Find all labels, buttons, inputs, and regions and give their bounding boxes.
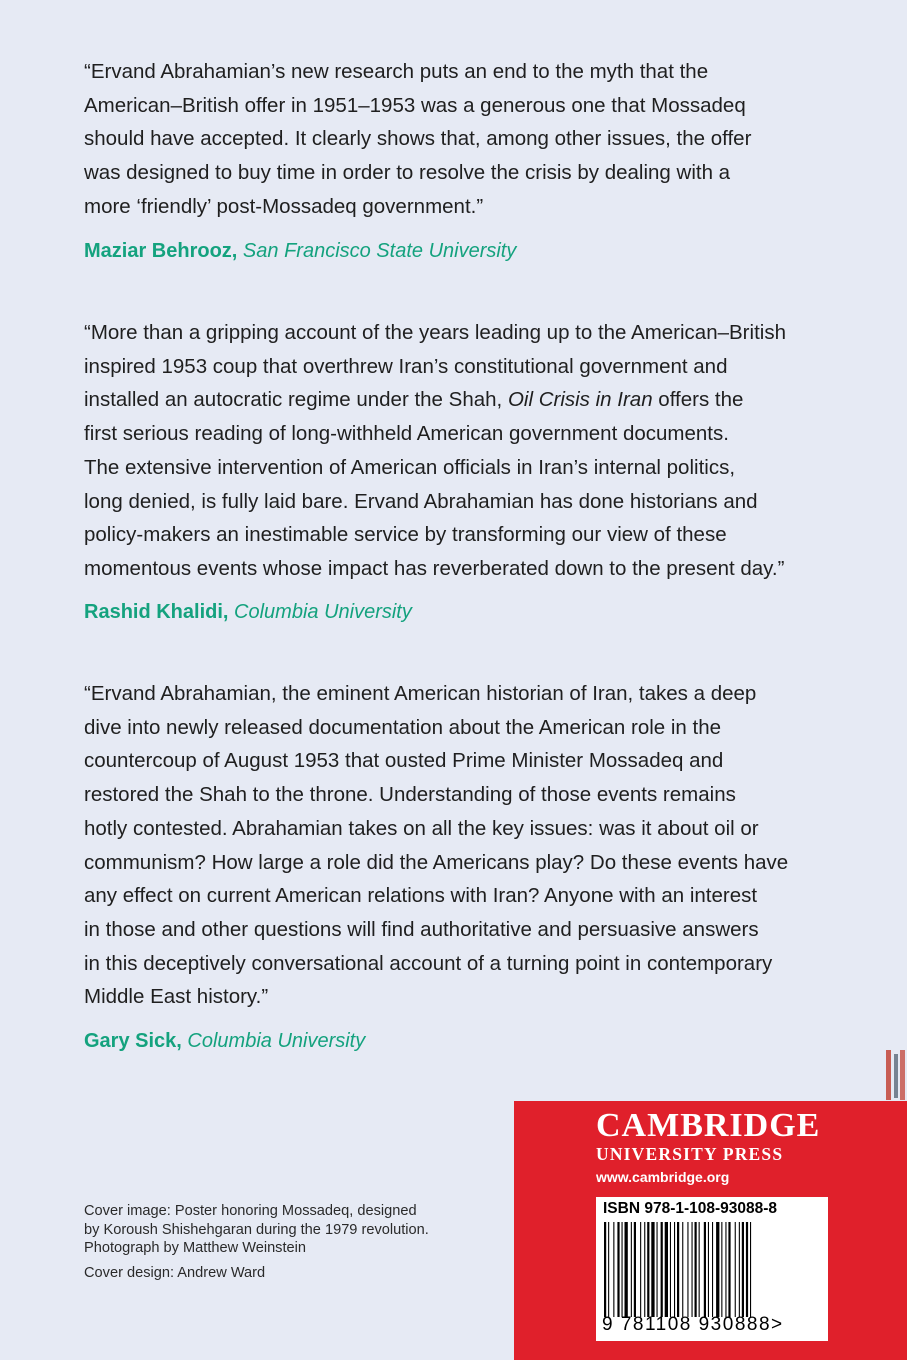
attribution-2 xyxy=(84,601,412,624)
attribution-3 xyxy=(84,1030,365,1053)
barcode-bar xyxy=(651,1222,654,1317)
quote-line: was designed to buy time in order to resolve the crisis by dealing with a xyxy=(84,161,731,185)
barcode-box xyxy=(596,1197,828,1341)
barcode-bar xyxy=(725,1222,726,1317)
barcode-bar xyxy=(661,1222,663,1317)
publisher-name: CAMBRIDGE xyxy=(596,1107,821,1144)
barcode-bar xyxy=(670,1222,671,1317)
barcode-bar xyxy=(721,1222,722,1317)
quote-3 xyxy=(84,677,844,1014)
quote-text: installed an autocratic regime under the Shah, xyxy=(84,388,508,412)
barcode-bar xyxy=(750,1222,751,1317)
barcode-bar xyxy=(622,1222,623,1317)
barcode-arrow: > xyxy=(771,1314,784,1335)
barcode-bar xyxy=(625,1222,628,1317)
quote-line: Middle East history.” xyxy=(84,985,269,1009)
barcode-bar xyxy=(695,1222,697,1317)
quote-line: long denied, is fully laid bare. Ervand Abrahamian has done historians and xyxy=(84,489,758,513)
barcode-bar xyxy=(640,1222,641,1317)
barcode-bar xyxy=(735,1222,736,1317)
quote-line: “Ervand Abrahamian’s new research puts an end to the myth that the xyxy=(84,60,709,83)
quote-line: The extensive intervention of American officials in Iran’s internal politics, xyxy=(84,455,736,479)
barcode-bar xyxy=(674,1222,675,1317)
quote-line: policy-makers an inestimable service by transforming our view of these xyxy=(84,523,727,547)
barcode-bar xyxy=(634,1222,636,1317)
barcode-bar xyxy=(692,1222,693,1317)
attribution-1 xyxy=(84,240,516,263)
attribution-author: Rashid Khalidi, xyxy=(84,601,229,623)
credit-line: Cover image: Poster honoring Mossadeq, designed xyxy=(84,1203,417,1219)
barcode-bar xyxy=(746,1222,748,1317)
barcode-bar xyxy=(617,1222,619,1317)
barcode-bar xyxy=(608,1222,609,1317)
credit-line: Photograph by Matthew Weinstein xyxy=(84,1240,307,1256)
attribution-institution: Columbia University xyxy=(234,601,412,623)
barcode-bar xyxy=(604,1222,606,1317)
quote-line: dive into newly released documentation about the American role in the xyxy=(84,715,722,739)
quote-line: hotly contested. Abrahamian takes on all the key issues: was it about oil or xyxy=(84,816,759,840)
quote-line: communism? How large a role did the Americans play? Do these events have xyxy=(84,850,789,874)
barcode-bar xyxy=(647,1222,649,1317)
quote-line: in those and other questions will find authoritative and persuasive answers xyxy=(84,917,759,941)
quote-line: more ‘friendly’ post-Mossadeq government.” xyxy=(84,194,484,218)
quote-line: “More than a gripping account of the years leading up to the American–British xyxy=(84,321,786,344)
barcode-bar xyxy=(699,1222,700,1317)
attribution-institution: Columbia University xyxy=(187,1030,366,1052)
attribution-institution: San Francisco State University xyxy=(242,240,517,262)
quote-line: American–British offer in 1951–1953 was a generous one that Mossadeq xyxy=(84,93,746,117)
quote-line: countercoup of August 1953 that ousted Prime Minister Mossadeq and xyxy=(84,749,724,773)
barcode-bar xyxy=(716,1222,719,1317)
quote-line: in this deceptively conversational account of a turning point in contemporary xyxy=(84,951,773,975)
quote-line: should have accepted. It clearly shows that, among other issues, the offer xyxy=(84,127,752,151)
barcode-bar xyxy=(687,1222,688,1317)
book-title: Oil Crisis in Iran xyxy=(507,388,653,412)
quote-1 xyxy=(84,55,844,224)
credit-line: by Koroush Shishehgaran during the 1979 revolution. xyxy=(84,1221,429,1238)
barcode-icon xyxy=(598,1222,826,1317)
barcode-bar xyxy=(657,1222,658,1317)
cover-design-credit: Cover design: Andrew Ward xyxy=(84,1264,266,1281)
attribution-author: Gary Sick, xyxy=(84,1030,182,1052)
isbn-label: ISBN 978-1-108-93088-8 xyxy=(603,1200,778,1217)
publisher-block xyxy=(514,1101,907,1360)
quote-text: offers the xyxy=(652,388,744,412)
barcode-bar xyxy=(728,1222,730,1317)
barcode-bar xyxy=(665,1222,668,1317)
quote-line: first serious reading of long-withheld American government documents. xyxy=(84,422,729,446)
attribution-author: Maziar Behrooz, xyxy=(84,240,238,262)
quote-line: any effect on current American relations with Iran? Anyone with an interest xyxy=(84,884,758,908)
quote-line: restored the Shah to the throne. Understanding of those events remains xyxy=(84,783,736,807)
quote-line xyxy=(84,383,844,417)
barcode-bar xyxy=(677,1222,679,1317)
barcode-bar xyxy=(708,1222,709,1317)
barcode-bar xyxy=(704,1222,706,1317)
barcode-number xyxy=(602,1314,784,1336)
barcode-digits: 9 781108 930888 xyxy=(602,1314,772,1335)
edge-decoration xyxy=(884,1048,907,1104)
publisher-url[interactable]: www.cambridge.org xyxy=(596,1169,730,1185)
barcode-bar xyxy=(712,1222,713,1317)
publisher-subtitle: UNIVERSITY PRESS xyxy=(596,1144,784,1164)
barcode-bar xyxy=(631,1222,632,1317)
barcode-bar xyxy=(613,1222,614,1317)
quote-2 xyxy=(84,316,844,586)
barcode-bar xyxy=(739,1222,740,1317)
cover-credits xyxy=(84,1202,429,1282)
barcode-bar xyxy=(644,1222,645,1317)
quote-line: “Ervand Abrahamian, the eminent American historian of Iran, takes a deep xyxy=(84,682,757,705)
barcode-bar xyxy=(742,1222,744,1317)
barcode-bar xyxy=(682,1222,683,1317)
quote-line: momentous events whose impact has reverberated down to the present day.” xyxy=(84,556,785,580)
quote-line: inspired 1953 coup that overthrew Iran’s constitutional government and xyxy=(84,354,728,378)
